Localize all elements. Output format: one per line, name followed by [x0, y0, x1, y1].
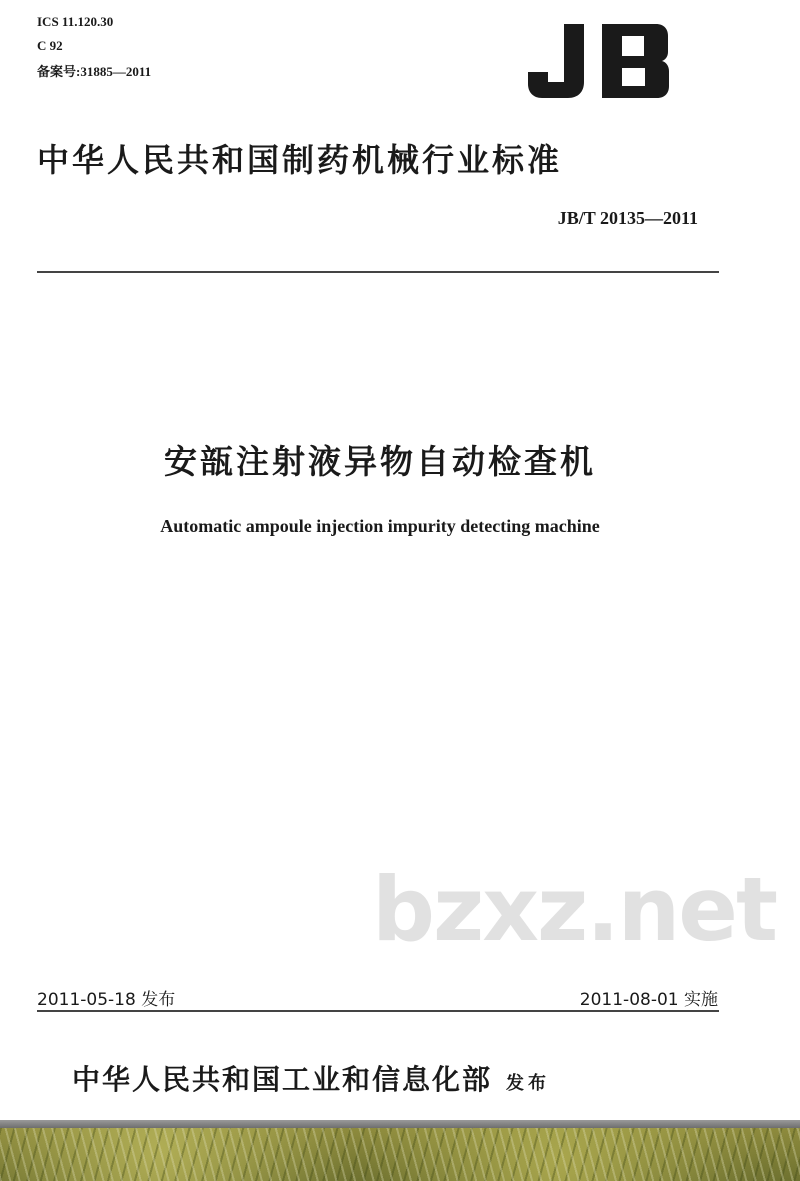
watermark: bzxz.net [372, 858, 777, 961]
publisher-suffix: 发布 [506, 1073, 551, 1094]
ics-code: ICS 11.120.30 [37, 14, 114, 29]
record-number: 备案号:31885—2011 [37, 64, 152, 79]
implementation-date: 2011-08-01 实施 [579, 990, 718, 1010]
standard-category: 中华人民共和国制药机械行业标准 [37, 141, 563, 179]
standard-number: JB/T 20135—2011 [557, 208, 698, 228]
grass-background-image [0, 1128, 800, 1181]
ccs-code: C 92 [37, 38, 63, 53]
title-english: Automatic ampoule injection impurity detecting machine [160, 516, 600, 536]
jb-logo [528, 22, 670, 100]
publisher [72, 1058, 550, 1098]
issue-date: 2011-05-18 发布 [37, 990, 176, 1010]
divider [37, 1010, 719, 1012]
title-chinese: 安瓿注射液异物自动检查机 [164, 442, 596, 481]
page-edge-bar [0, 1120, 800, 1128]
publisher-name: 中华人民共和国工业和信息化部 [72, 1063, 493, 1096]
divider [37, 271, 719, 273]
